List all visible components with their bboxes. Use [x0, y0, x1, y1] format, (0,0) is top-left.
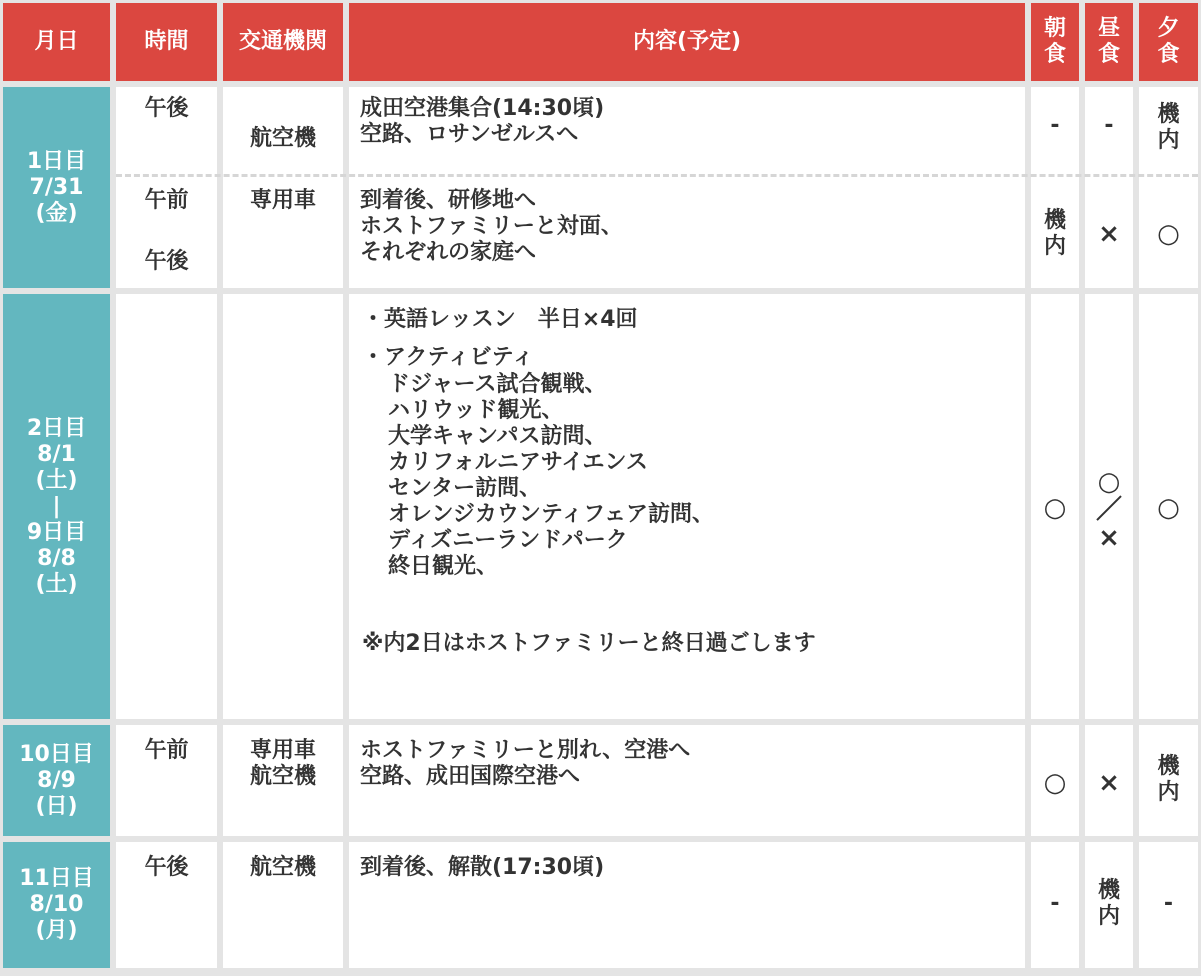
host-family-note: ※内2日はホストファミリーと終日過ごします [362, 631, 816, 656]
header-content: 内容(予定) [349, 3, 1025, 81]
time-afternoon: 午後 [144, 855, 189, 880]
row-divider-dashed [116, 174, 1198, 177]
meal-lunch: × [1098, 768, 1120, 798]
day-label-11: 11日目 8/10 (月) [3, 842, 110, 968]
header-transport: 交通機関 [223, 3, 343, 81]
time-morning: 午前 [144, 188, 189, 213]
meal-breakfast: - [1050, 113, 1060, 138]
activities-list: ドジャース試合観戦、 ハリウッド観光、 大学キャンパス訪問、 カリフォルニアサイエンス センター訪問、 オレンジカウンティフェア訪問、 ディズニーランドパーク 終日観光、 [388, 372, 715, 579]
day-label-10: 10日目 8/9 (日) [3, 725, 110, 836]
day2-transport [223, 294, 343, 719]
activities-heading: ・アクティビティ [362, 345, 534, 370]
header-lunch: 昼 食 [1085, 3, 1133, 81]
meal-dinner: ○ [1157, 219, 1180, 249]
time-morning: 午前 [144, 738, 189, 763]
day1-content-a: 成田空港集合(14:30頃) 空路、ロサンゼルスへ [360, 96, 605, 147]
english-lessons: ・英語レッスン 半日×4回 [362, 307, 638, 332]
meal-dinner: - [1163, 891, 1174, 916]
transport-private-car: 専用車 [249, 188, 316, 213]
meal-dinner: 機 内 [1157, 754, 1180, 805]
header-breakfast: 朝 食 [1031, 3, 1079, 81]
header-dinner: 夕 食 [1139, 3, 1198, 81]
day2-time [116, 294, 217, 719]
header-time: 時間 [116, 3, 217, 81]
day-label-1: 1日目 7/31 (金) [3, 87, 110, 288]
meal-breakfast: 機 内 [1043, 208, 1066, 259]
header-date: 月日 [3, 3, 110, 81]
day11-content-text: 到着後、解散(17:30頃) [360, 855, 605, 880]
time-afternoon: 午後 [144, 96, 189, 121]
meal-lunch: - [1104, 113, 1114, 138]
meal-dinner: ○ [1157, 493, 1180, 523]
meal-lunch: × [1098, 219, 1120, 249]
meal-lunch: 機 内 [1097, 878, 1120, 929]
time-afternoon: 午後 [144, 249, 189, 274]
transport-airplane: 航空機 [249, 126, 316, 151]
meal-dinner: 機 内 [1157, 102, 1180, 153]
meal-lunch: ○ ／ × [1095, 467, 1122, 553]
transport-list: 専用車 航空機 [249, 738, 316, 789]
day-label-2-9: 2日目 8/1 (土) | 9日目 8/8 (土) [3, 294, 110, 719]
day1-content-b: 到着後、研修地へ ホストファミリーと対面、 それぞれの家庭へ [360, 188, 623, 265]
day10-content-text: ホストファミリーと別れ、空港へ 空路、成田国際空港へ [360, 738, 691, 789]
meal-breakfast: - [1050, 891, 1060, 916]
transport-airplane: 航空機 [249, 855, 316, 880]
meal-breakfast: ○ [1043, 493, 1067, 523]
meal-breakfast: ○ [1043, 768, 1067, 798]
